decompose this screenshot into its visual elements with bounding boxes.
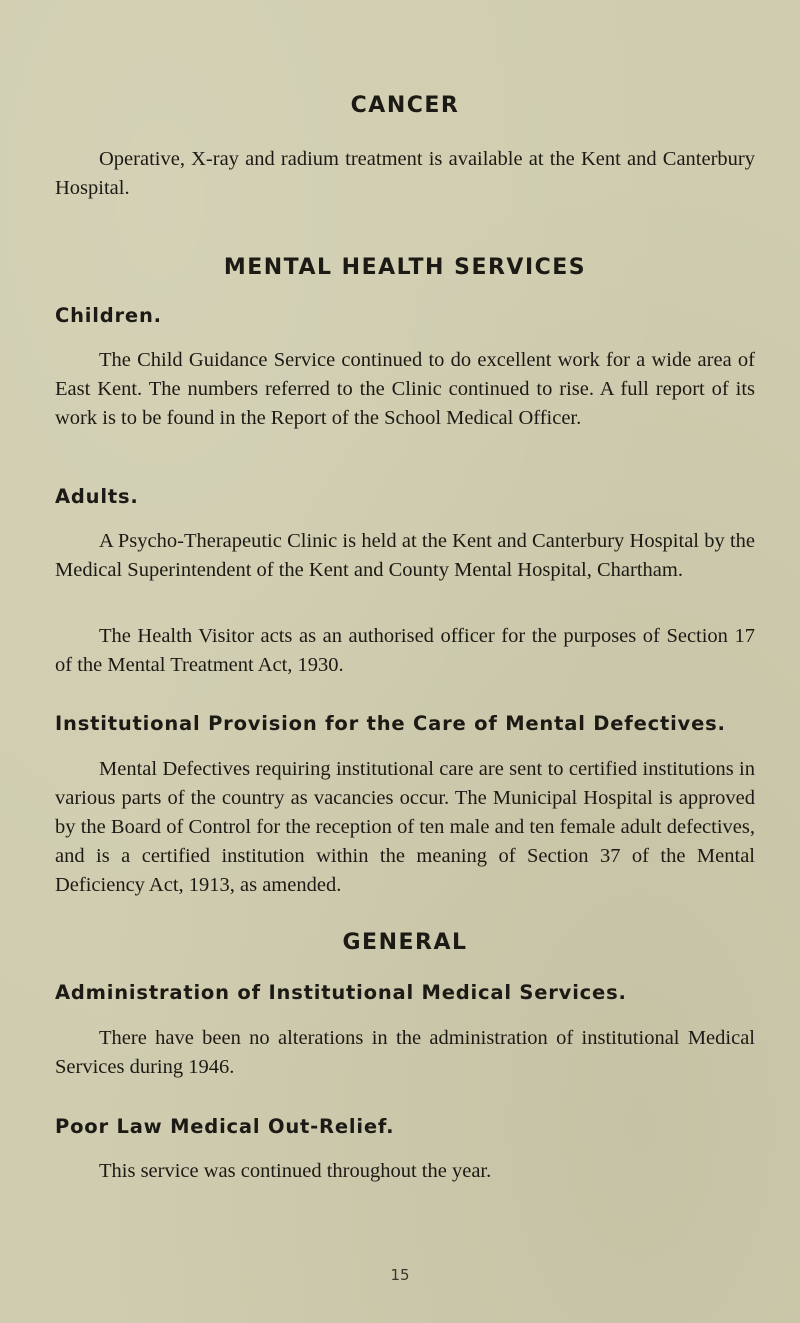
cancer-heading: CANCER [350,93,460,118]
poor-law-paragraph: This service was continued throughout the year. [99,1160,492,1182]
general-heading: GENERAL [342,930,468,955]
institutional-paragraph: Mental Defectives requiring institutional care are sent to certified institutions in various parts of the country as vacancies occur. The Municipal Hospital is approved by the Board of Control for the reception of ten male and ten female adult defectives, and is a certified institution within the meaning of Section 37 of the Mental Deficiency Act, 1913, as amended. [55,758,755,896]
mental-health-heading: MENTAL HEALTH SERVICES [223,255,587,280]
institutional-subheading: Institutional Provision for the Care of Mental Defectives. [55,712,726,735]
children-subheading: Children. [55,304,162,327]
poor-law-subheading: Poor Law Medical Out-Relief. [55,1115,395,1138]
adults-subheading: Adults. [55,485,139,508]
children-paragraph: The Child Guidance Service continued to do excellent work for a wide area of East Kent. The numbers referred to the Clinic continued to rise. A full report of its work is to be found in the Report of the School Medical Officer. [55,349,755,429]
adults-paragraph-1: A Psycho-Therapeutic Clinic is held at the Kent and Canterbury Hospital by the Medical Superintendent of the Kent and County Mental Hospital, Chartham. [55,530,755,581]
page-number: 15 [390,1266,410,1284]
adults-paragraph-2: The Health Visitor acts as an authorised officer for the purposes of Section 17 of the Mental Treatment Act, 1930. [55,625,755,676]
cancer-paragraph: Operative, X-ray and radium treatment is available at the Kent and Canterbury Hospital. [55,148,755,199]
administration-subheading: Administration of Institutional Medical Services. [55,981,627,1004]
administration-paragraph: There have been no alterations in the administration of institutional Medical Services during 1946. [55,1027,755,1078]
